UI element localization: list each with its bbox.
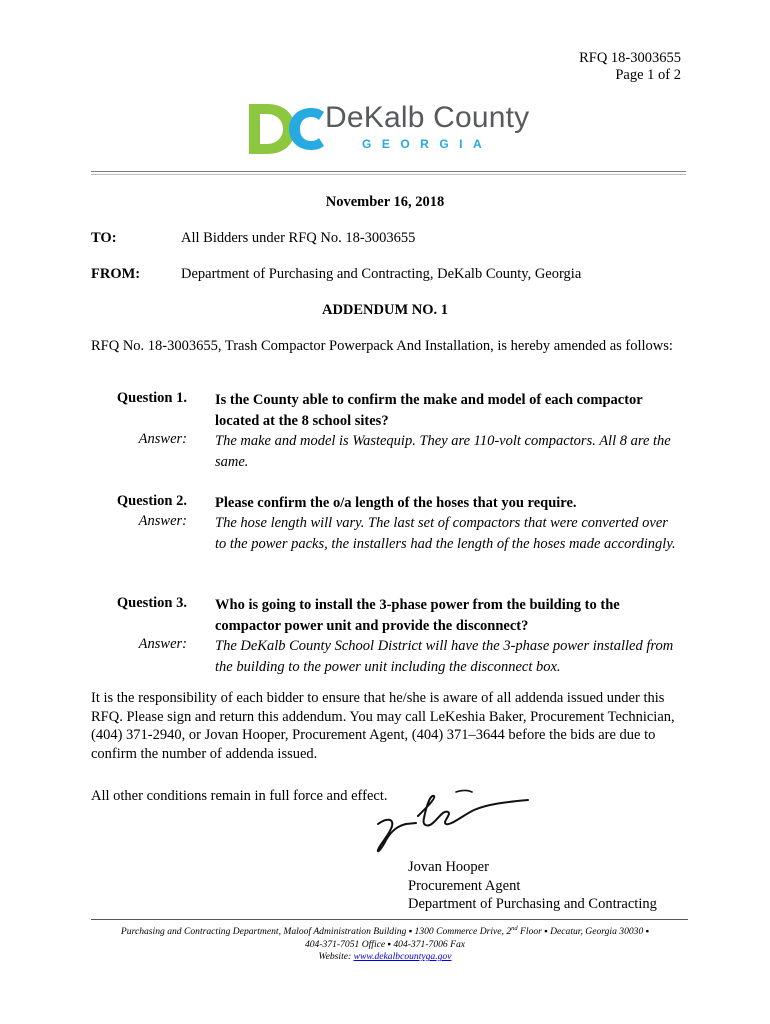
question-1-label: Question 1.	[116, 390, 187, 406]
answer-2-label: Answer:	[138, 513, 187, 529]
footer-divider	[91, 919, 688, 920]
answer-3-label: Answer:	[138, 636, 187, 652]
logo-wordmark: DeKalb County	[325, 101, 530, 134]
signer-title: Procurement Agent	[408, 877, 521, 894]
footer-address-text: Purchasing and Contracting Department, Maloof Administration Building ▪ 1300 Commerce Drive, 2	[120, 926, 512, 938]
memo-date: November 16, 2018	[325, 194, 445, 210]
intro-paragraph: RFQ No. 18-3003655, Trash Compactor Powerpack And Installation, is hereby amended as follows:	[91, 338, 673, 354]
answer-1-label: Answer:	[138, 431, 187, 447]
from-label: FROM:	[91, 266, 141, 282]
footer-address	[0, 923, 770, 939]
signer-department: Department of Purchasing and Contracting	[408, 896, 657, 912]
website-link[interactable]: www.dekalbcountyga.gov	[353, 951, 452, 963]
from-value: Department of Purchasing and Contracting, DeKalb County, Georgia	[181, 266, 582, 282]
question-1-text: Is the County able to confirm the make and model of each compactor located at the 8 school sites?	[215, 392, 643, 429]
signature-block	[408, 858, 657, 914]
footer	[0, 923, 770, 964]
responsibility-paragraph: It is the responsibility of each bidder to ensure that he/she is aware of all addenda issued under this RFQ. Please sign and return this addendum. You may call LeKeshia Baker, Procurement Technician, (404) 371-2940, or Jovan Hooper, Procurement Agent, (404) 371–3644 before the bids are due to confirm the number of addenda issued.	[91, 690, 675, 762]
footer-website-line	[0, 951, 770, 964]
page-number: Page 1 of 2	[615, 67, 681, 83]
footer-address-text-cont: Floor ▪ Decatur, Georgia 30030 ▪	[517, 926, 650, 938]
question-2-label: Question 2.	[116, 493, 187, 509]
addendum-title: ADDENDUM NO. 1	[321, 302, 449, 318]
question-3-label: Question 3.	[116, 595, 187, 611]
answer-2-text: The hose length will vary. The last set of compactors that were converted over to the power packs, the installers had the length of the hoses made accordingly.	[215, 515, 676, 552]
rfq-number: RFQ 18-3003655	[579, 50, 681, 66]
logo-state: GEORGIA	[362, 137, 493, 151]
question-3-text: Who is going to install the 3-phase power from the building to the compactor power unit and provide the disconnect?	[215, 597, 620, 634]
answer-3-text: The DeKalb County School District will have the 3-phase power installed from the building to the power unit including the disconnect box.	[215, 638, 674, 675]
handwritten-signature	[372, 788, 532, 854]
header-divider-secondary	[91, 174, 686, 175]
to-value: All Bidders under RFQ No. 18-3003655	[181, 230, 416, 246]
header-divider	[91, 171, 686, 172]
footer-phone: 404-371-7051 Office ▪ 404-371-7006 Fax	[304, 938, 466, 950]
question-2-text: Please confirm the o/a length of the hoses that you require.	[215, 495, 577, 511]
answer-1-text: The make and model is Wastequip. They are 110-volt compactors. All 8 are the same.	[215, 433, 671, 470]
signer-name: Jovan Hooper	[408, 859, 489, 875]
conditions-paragraph: All other conditions remain in full force and effect.	[91, 788, 388, 804]
footer-website-label: Website:	[318, 951, 354, 963]
to-label: TO:	[91, 230, 117, 246]
footer-address-superscript: nd	[511, 925, 518, 932]
document-reference	[579, 50, 681, 84]
